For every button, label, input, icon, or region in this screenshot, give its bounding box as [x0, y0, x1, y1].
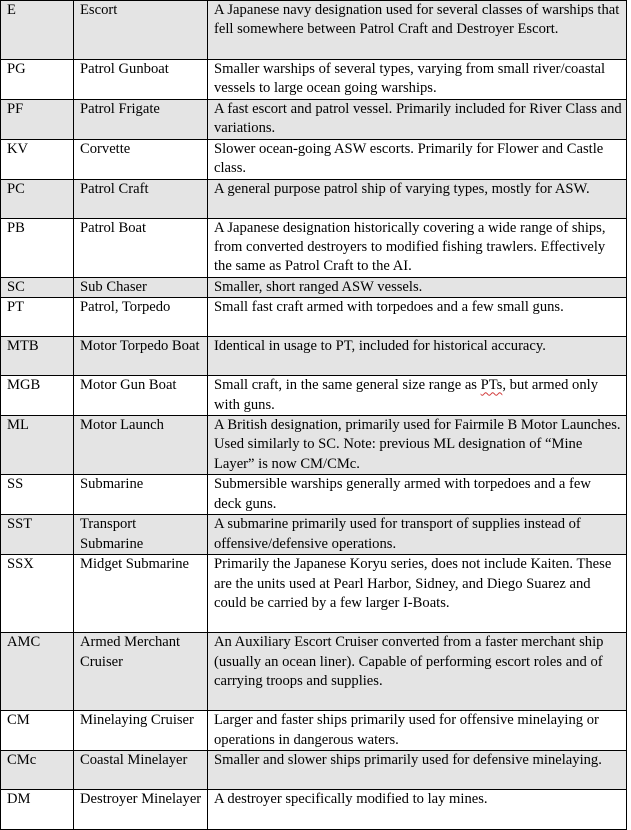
type-description: Slower ocean-going ASW escorts. Primarily for Flower and Castle class.	[208, 139, 627, 179]
type-name: Armed Merchant Cruiser	[74, 633, 208, 711]
type-code: SS	[1, 475, 74, 515]
table-row	[1, 633, 627, 711]
table-row	[1, 277, 627, 297]
type-name: Motor Torpedo Boat	[74, 337, 208, 376]
type-code: CMc	[1, 750, 74, 789]
description-text: Small craft, in the same general size range as	[214, 377, 481, 394]
type-code: AMC	[1, 633, 74, 711]
type-name: Patrol Boat	[74, 218, 208, 277]
type-name: Submarine	[74, 475, 208, 515]
table-row	[1, 218, 627, 277]
type-name: Patrol Frigate	[74, 99, 208, 139]
type-description: A submarine primarily used for transport of supplies instead of offensive/defensive operations.	[208, 515, 627, 555]
table-row	[1, 750, 627, 789]
table-row	[1, 99, 627, 139]
type-description: Smaller warships of several types, varying from small river/coastal vessels to large ocean going warships.	[208, 60, 627, 100]
type-description: A Japanese designation historically covering a wide range of ships, from converted destroyers to modified fishing trawlers. Effectively the same as Patrol Craft to the AI.	[208, 218, 627, 277]
table-row	[1, 416, 627, 475]
table-row	[1, 139, 627, 179]
type-description: An Auxiliary Escort Cruiser converted from a faster merchant ship (usually an ocean liner). Capable of performing escort roles and of carrying troops and supplies.	[208, 633, 627, 711]
type-code: MTB	[1, 337, 74, 376]
type-code: DM	[1, 789, 74, 829]
type-description: A Japanese navy designation used for several classes of warships that fell somewhere between Patrol Craft and Destroyer Escort.	[208, 1, 627, 60]
type-description: Submersible warships generally armed with torpedoes and a few deck guns.	[208, 475, 627, 515]
table-row	[1, 515, 627, 555]
type-description: Smaller and slower ships primarily used for defensive minelaying.	[208, 750, 627, 789]
table-row	[1, 555, 627, 633]
type-name: Motor Gun Boat	[74, 376, 208, 416]
type-code: PG	[1, 60, 74, 100]
type-code: ML	[1, 416, 74, 475]
type-code: PF	[1, 99, 74, 139]
type-code: SSX	[1, 555, 74, 633]
type-name: Patrol Craft	[74, 179, 208, 218]
type-description: Smaller, short ranged ASW vessels.	[208, 277, 627, 297]
type-name: Patrol, Torpedo	[74, 298, 208, 337]
type-code: SC	[1, 277, 74, 297]
table-row	[1, 60, 627, 100]
type-code: E	[1, 1, 74, 60]
table-row	[1, 711, 627, 751]
type-name: Minelaying Cruiser	[74, 711, 208, 751]
type-name: Escort	[74, 1, 208, 60]
type-name: Motor Launch	[74, 416, 208, 475]
type-name: Corvette	[74, 139, 208, 179]
type-code: SST	[1, 515, 74, 555]
type-name: Patrol Gunboat	[74, 60, 208, 100]
table-row	[1, 475, 627, 515]
type-code: MGB	[1, 376, 74, 416]
table-row	[1, 337, 627, 376]
table-row	[1, 1, 627, 60]
type-code: PT	[1, 298, 74, 337]
type-description: A destroyer specifically modified to lay mines.	[208, 789, 627, 829]
type-name: Sub Chaser	[74, 277, 208, 297]
table-row	[1, 789, 627, 829]
table-row	[1, 298, 627, 337]
type-code: PB	[1, 218, 74, 277]
type-name: Midget Submarine	[74, 555, 208, 633]
type-description: Small fast craft armed with torpedoes and a few small guns.	[208, 298, 627, 337]
table-row	[1, 376, 627, 416]
type-description: A general purpose patrol ship of varying types, mostly for ASW.	[208, 179, 627, 218]
type-description: A fast escort and patrol vessel. Primarily included for River Class and variations.	[208, 99, 627, 139]
type-description: Identical in usage to PT, included for historical accuracy.	[208, 337, 627, 376]
table-row	[1, 179, 627, 218]
type-description: Primarily the Japanese Koryu series, does not include Kaiten. These are the units used at Pearl Harbor, Sidney, and Diego Suarez and could be carried by a few larger I-Boats.	[208, 555, 627, 633]
type-name: Transport Submarine	[74, 515, 208, 555]
type-description: A British designation, primarily used for Fairmile B Motor Launches. Used similarly to SC. Note: previous ML designation of “Mine Layer” is now CM/CMc.	[208, 416, 627, 475]
type-code: KV	[1, 139, 74, 179]
type-name: Destroyer Minelayer	[74, 789, 208, 829]
type-name: Coastal Minelayer	[74, 750, 208, 789]
description-text: , but armed only with guns.	[214, 377, 598, 413]
type-description	[208, 376, 627, 416]
type-code: CM	[1, 711, 74, 751]
type-code: PC	[1, 179, 74, 218]
type-description: Larger and faster ships primarily used for offensive minelaying or operations in dangerous waters.	[208, 711, 627, 751]
spellcheck-flagged-word: PTs	[480, 377, 503, 394]
